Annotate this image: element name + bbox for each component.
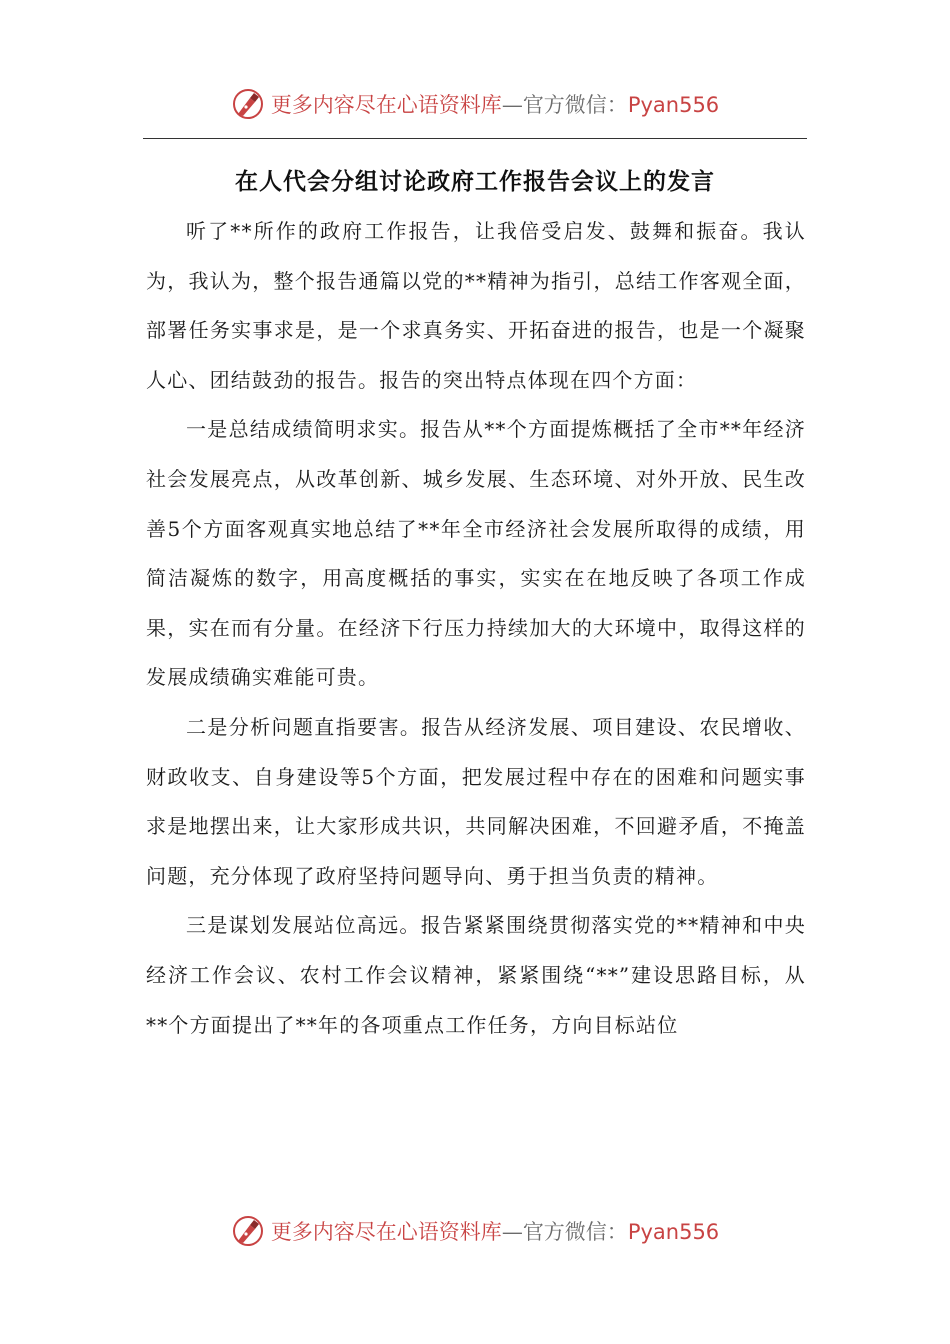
watermark-text bbox=[271, 1216, 719, 1246]
watermark-wechat-id: Pyan556 bbox=[627, 93, 720, 117]
watermark-wechat-id: Pyan556 bbox=[627, 1220, 720, 1244]
watermark-library-text: 更多内容尽在心语资料库 bbox=[270, 93, 502, 117]
paragraph-point-2: 二是分析问题直指要害。报告从经济发展、项目建设、农民增收、财政收支、自身建设等5个方面，把发展过程中存在的困难和问题实事求是地摆出来，让大家形成共识，共同解决困难，不回避矛盾，不掩盖问题，充分体现了政府坚持问题导向、勇于担当负责的精神。 bbox=[146, 714, 806, 888]
pen-nib-icon bbox=[231, 87, 265, 121]
watermark-wechat-label: 官方微信： bbox=[522, 93, 628, 117]
watermark-library-text: 更多内容尽在心语资料库 bbox=[270, 1220, 502, 1244]
watermark-wechat-label: 官方微信： bbox=[522, 1220, 628, 1244]
paragraph-intro: 听了**所作的政府工作报告，让我倍受启发、鼓舞和振奋。我认为，我认为，整个报告通篇以党的**精神为指引，总结工作客观全面，部署任务实事求是，是一个求真务实、开拓奋进的报告，也是一个凝聚人心、团结鼓劲的报告。报告的突出特点体现在四个方面： bbox=[146, 219, 806, 392]
header-divider bbox=[143, 138, 807, 139]
paragraph-point-1: 一是总结成绩简明求实。报告从**个方面提炼概括了全市**年经济社会发展亮点，从改革创新、城乡发展、生态环境、对外开放、民生改善5个方面客观真实地总结了**年全市经济社会发展所取得的成绩，用简洁凝炼的数字，用高度概括的事实，实实在在地反映了各项工作成果，实在而有分量。在经济下行压力持续加大的大环境中，取得这样的发展成绩确实难能可贵。 bbox=[146, 417, 806, 690]
watermark-footer bbox=[0, 1211, 950, 1251]
watermark-text bbox=[271, 89, 719, 119]
document-title: 在人代会分组讨论政府工作报告会议上的发言 bbox=[235, 168, 715, 195]
document-body bbox=[146, 207, 806, 1050]
pen-nib-icon bbox=[231, 1214, 265, 1248]
paragraph-point-3: 三是谋划发展站位高远。报告紧紧围绕贯彻落实党的**精神和中央经济工作会议、农村工作会议精神，紧紧围绕“**”建设思路目标，从**个方面提出了**年的各项重点工作任务，方向目标站位 bbox=[146, 913, 806, 1037]
watermark-separator: — bbox=[501, 93, 523, 117]
watermark-separator: — bbox=[501, 1220, 523, 1244]
watermark-header bbox=[0, 84, 950, 124]
